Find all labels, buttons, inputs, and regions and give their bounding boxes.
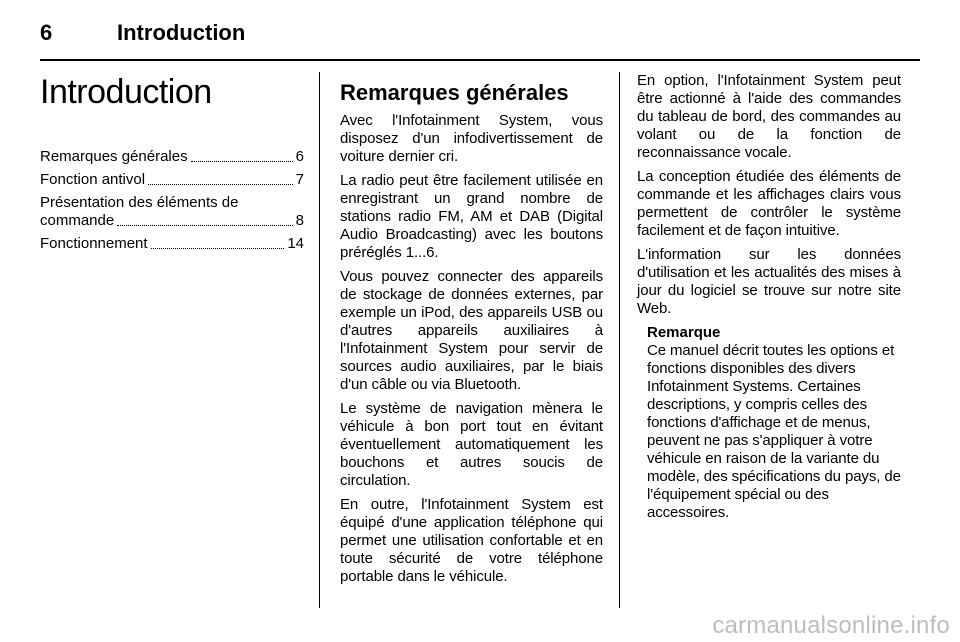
- note-body: Ce manuel décrit toutes les options et fonctions disponibles des divers Infotainment Systems. Certaines descriptions, y compris celles des fonctions d'affichage et de menus, peuvent ne pas s'appliquer à votre véhicule en raison de la variante du modèle, des spécifications du pays, de l'équipement spécial ou des accessoires.: [647, 342, 901, 521]
- header-rule: [40, 59, 920, 61]
- toc-entry-presentation[interactable]: [40, 194, 304, 230]
- running-title: Introduction: [117, 20, 246, 45]
- toc-label: Fonctionnement: [40, 235, 148, 252]
- toc-label: Remarques générales: [40, 148, 188, 165]
- paragraph: Vous pouvez connecter des appareils de stockage de données externes, par exemple un iPod, des appareils USB ou d'autres appareils auxiliaires à l'Infotainment System pour servir de sources audio auxiliaires, par le biais d'un câble ou via Bluetooth.: [340, 268, 603, 393]
- note-box: [647, 324, 901, 522]
- toc-label-line1: Présentation des éléments de: [40, 194, 239, 211]
- column-divider: [619, 72, 620, 608]
- paragraph: La radio peut être facilement utilisée en enregistrant un grand nombre de stations radio FM, AM et DAB (Digital Audio Broadcasting) avec les boutons préréglés 1...6.: [340, 172, 603, 261]
- middle-column: [340, 72, 603, 592]
- note-title: Remarque: [647, 324, 721, 341]
- toc-entry-fonctionnement[interactable]: [40, 235, 304, 253]
- column-divider: [319, 72, 320, 608]
- toc-leader: [151, 248, 285, 249]
- paragraph: En outre, l'Infotainment System est équipé d'une application téléphone qui permet une utilisation confortable et en toute sécurité de votre téléphone portable dans le véhicule.: [340, 496, 603, 585]
- toc-page: 6: [295, 148, 304, 165]
- right-column: [637, 72, 901, 522]
- toc-entry-antivol[interactable]: [40, 171, 304, 189]
- section-title: Remarques générales: [340, 80, 569, 105]
- page-number: 6: [40, 20, 53, 45]
- toc-leader: [148, 184, 293, 185]
- toc-page: 8: [295, 212, 304, 229]
- toc-leader: [117, 225, 292, 226]
- toc-label: commande: [40, 212, 115, 229]
- toc-leader: [191, 161, 293, 162]
- chapter-title: Introduction: [40, 73, 212, 111]
- watermark-text: carmanualsonline.info: [712, 612, 950, 639]
- toc-entry-remarques[interactable]: [40, 148, 304, 166]
- paragraph: La conception étudiée des éléments de commande et les affichages clairs vous permettent de contrôler le système facilement et de façon intuitive.: [637, 168, 901, 239]
- toc-page: 14: [287, 235, 304, 252]
- paragraph: Le système de navigation mènera le véhicule à bon port tout en évitant éventuellement automatiquement les bouchons et autres soucis de circulation.: [340, 400, 603, 489]
- page-header: [40, 18, 920, 58]
- toc-label: Fonction antivol: [40, 171, 146, 188]
- table-of-contents: [40, 148, 304, 253]
- toc-page: 7: [295, 171, 304, 188]
- left-column: [40, 72, 304, 258]
- paragraph: L'information sur les données d'utilisation et les actualités des mises à jour du logiciel se trouve sur notre site Web.: [637, 246, 901, 317]
- paragraph: Avec l'Infotainment System, vous disposez d'un infodivertissement de voiture dernier cri.: [340, 112, 603, 165]
- paragraph: En option, l'Infotainment System peut être actionné à l'aide des commandes du tableau de bord, des commandes au volant ou de la fonction de reconnaissance vocale.: [637, 72, 901, 161]
